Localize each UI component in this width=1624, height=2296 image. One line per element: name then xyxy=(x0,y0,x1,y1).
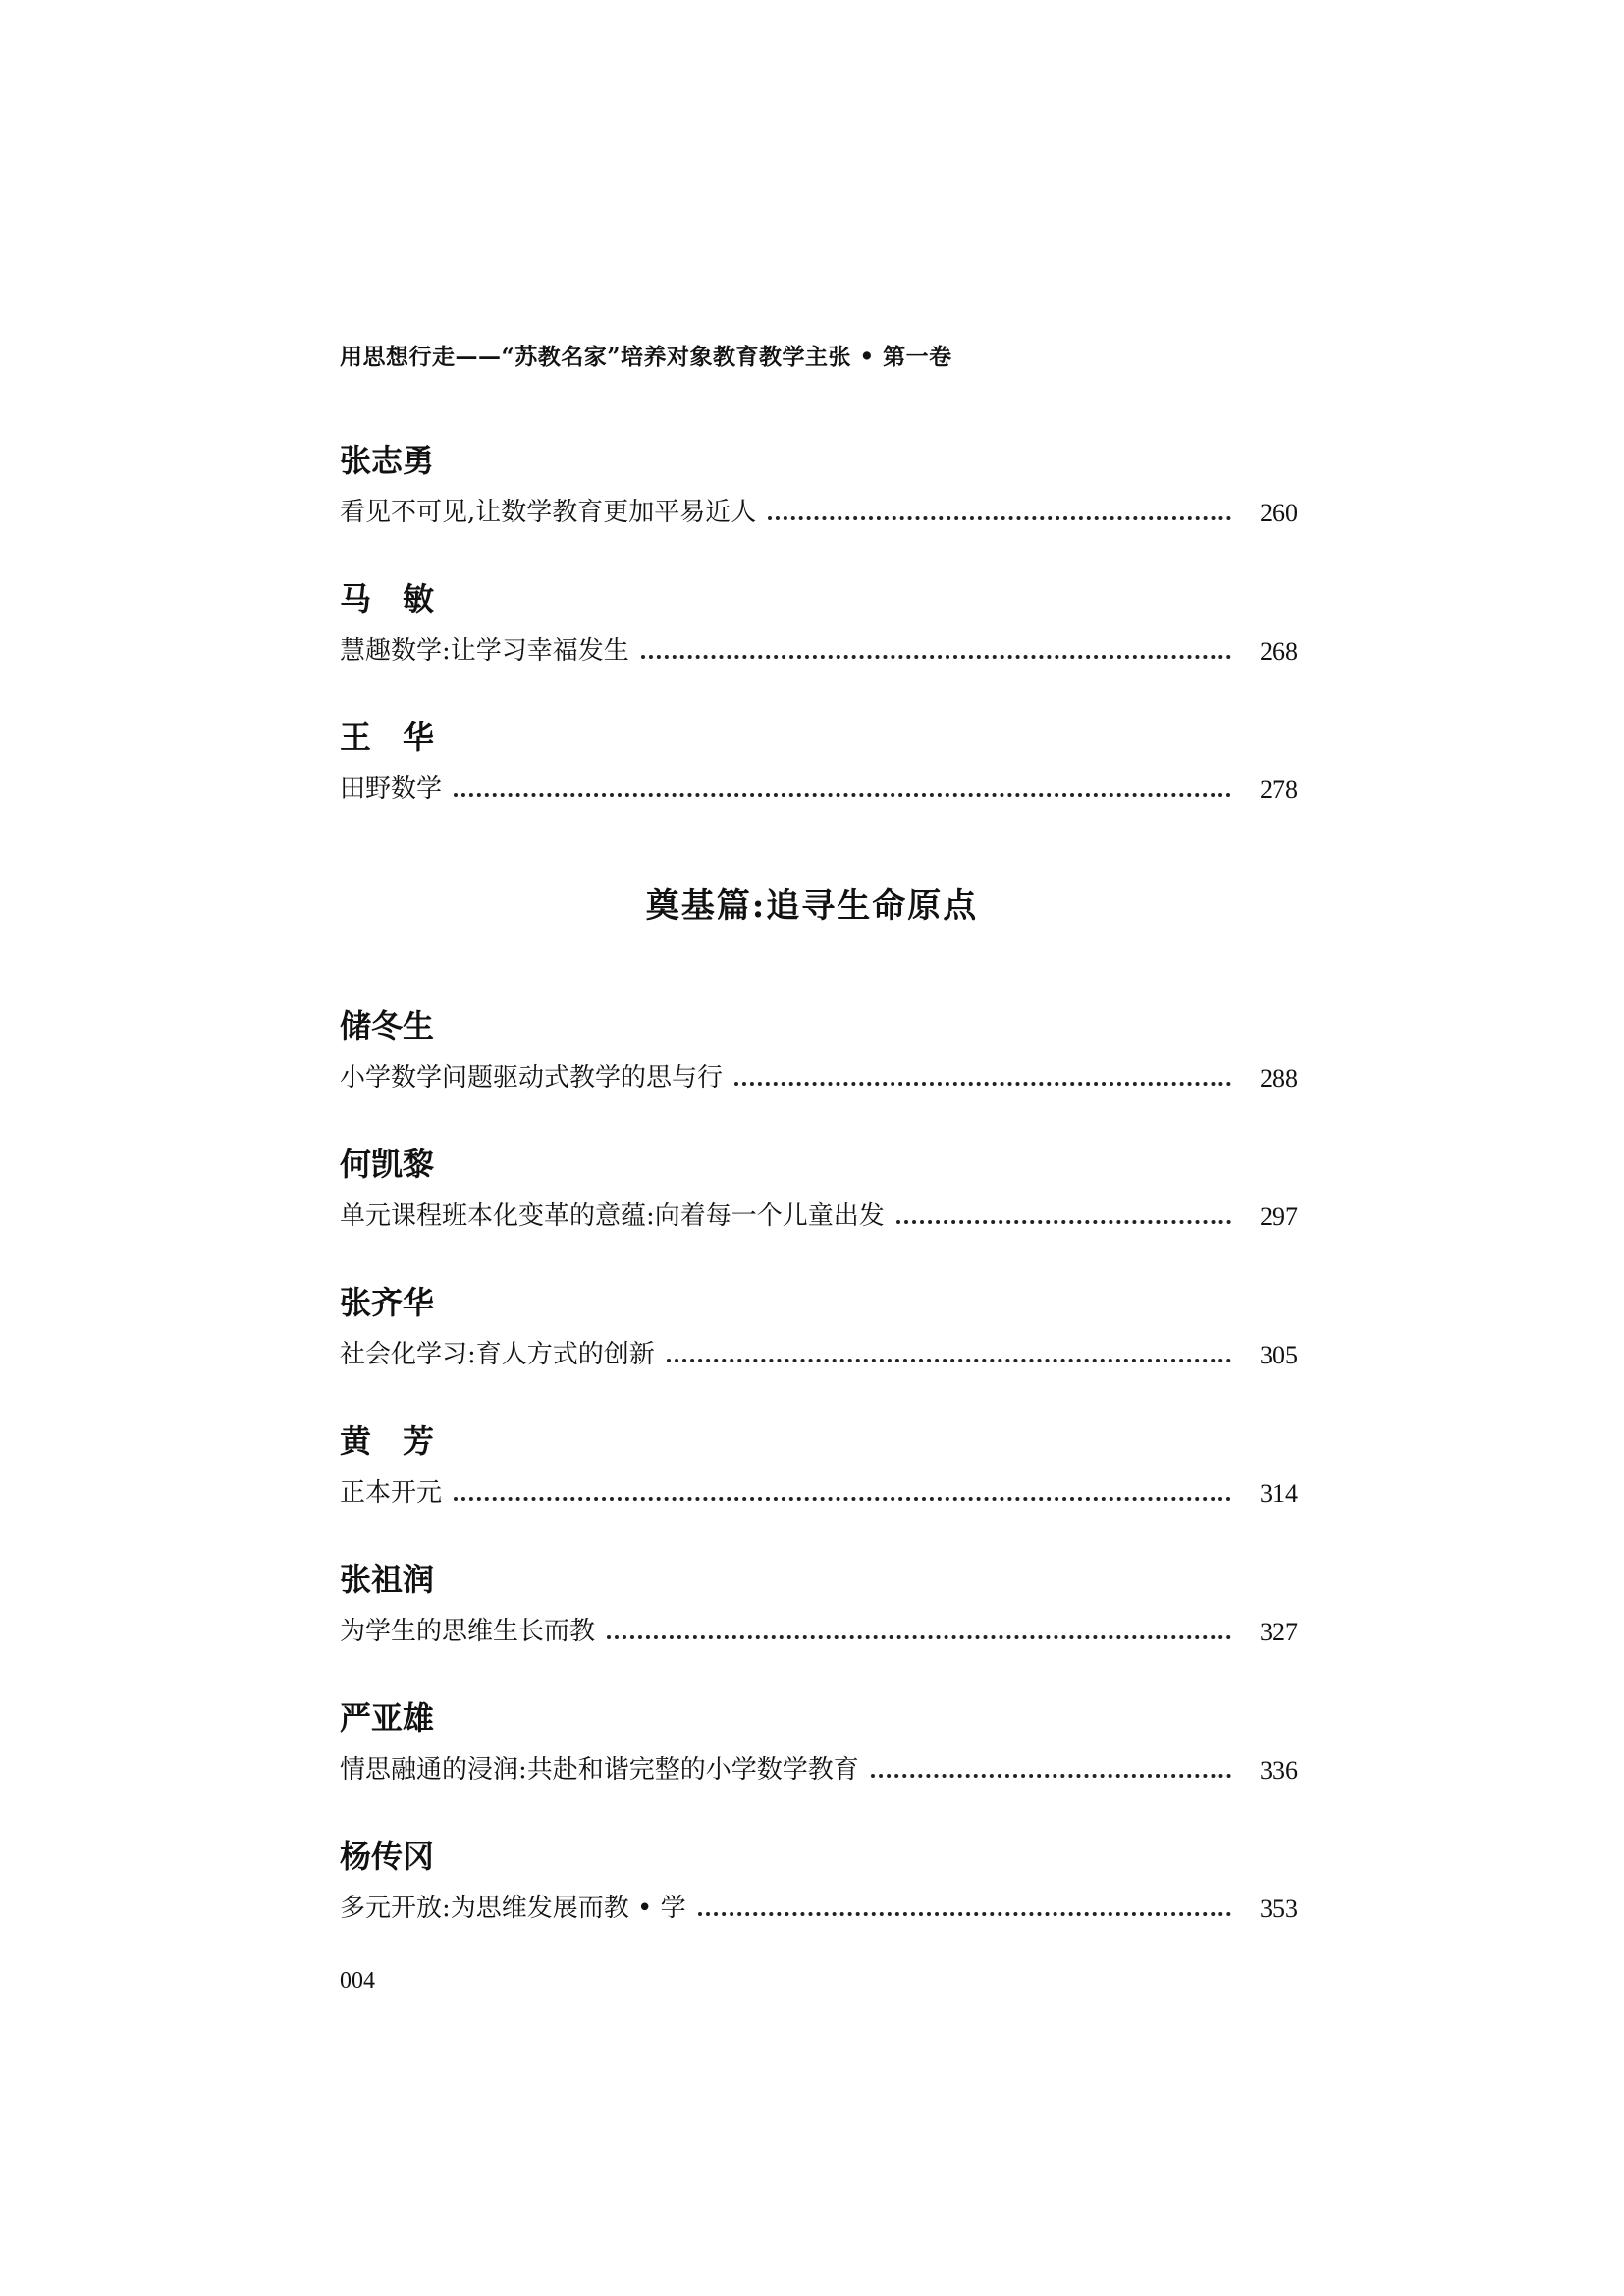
toc-entry[interactable] xyxy=(340,1197,1298,1232)
entry-title: 看见不可见,让数学教育更加平易近人 xyxy=(340,498,757,527)
entry-title: 田野数学 xyxy=(340,774,443,804)
entry-title: 为学生的思维生长而教 xyxy=(340,1617,596,1646)
toc-entry[interactable] xyxy=(340,631,1298,667)
author-name: 杨传冈 xyxy=(340,1838,435,1875)
toc-entry[interactable] xyxy=(340,1889,1298,1924)
author-name: 严亚雄 xyxy=(340,1699,435,1736)
page-folio: 004 xyxy=(340,1968,375,1994)
entry-title: 慧趣数学:让学习幸福发生 xyxy=(340,636,629,666)
entry-page-number: 336 xyxy=(1260,1756,1298,1785)
toc-entry[interactable] xyxy=(340,1335,1298,1370)
entry-page-number: 278 xyxy=(1260,775,1298,804)
author-name: 何凯黎 xyxy=(340,1146,435,1183)
entry-title: 情思融通的浸润:共赴和谐完整的小学数学教育 xyxy=(340,1755,859,1785)
entry-title: 多元开放:为思维发展而教 • 学 xyxy=(340,1894,686,1923)
entry-page-number: 327 xyxy=(1260,1618,1298,1646)
dot-leader xyxy=(454,793,1231,797)
entry-page-number: 268 xyxy=(1260,637,1298,666)
dot-leader xyxy=(667,1359,1231,1362)
entry-page-number: 305 xyxy=(1260,1341,1298,1369)
section-title: 奠基篇:追寻生命原点 xyxy=(645,886,979,926)
author-name: 储冬生 xyxy=(340,1007,435,1044)
dot-leader xyxy=(698,1912,1231,1916)
dot-leader xyxy=(871,1774,1231,1778)
author-name: 张志勇 xyxy=(340,442,435,479)
dot-leader xyxy=(454,1497,1231,1501)
dot-leader xyxy=(768,516,1231,520)
toc-entry[interactable] xyxy=(340,1473,1298,1509)
author-name: 王 华 xyxy=(340,719,435,756)
toc-entry[interactable] xyxy=(340,1750,1298,1786)
dot-leader xyxy=(896,1220,1231,1224)
dot-leader xyxy=(641,655,1231,659)
entry-page-number: 288 xyxy=(1260,1064,1298,1093)
author-name: 张祖润 xyxy=(340,1561,435,1598)
entry-title: 单元课程班本化变革的意蕴:向着每一个儿童出发 xyxy=(340,1201,885,1231)
entry-title: 正本开元 xyxy=(340,1478,443,1508)
entry-page-number: 297 xyxy=(1260,1202,1298,1231)
author-name: 马 敏 xyxy=(340,580,435,617)
author-name: 黄 芳 xyxy=(340,1422,435,1460)
entry-page-number: 353 xyxy=(1260,1895,1298,1923)
entry-title: 小学数学问题驱动式教学的思与行 xyxy=(340,1063,724,1093)
author-name: 张齐华 xyxy=(340,1284,435,1321)
toc-entry[interactable] xyxy=(340,493,1298,528)
running-header: 用思想行走——“苏教名家”培养对象教育教学主张 • 第一卷 xyxy=(340,344,952,370)
toc-entry[interactable] xyxy=(340,1612,1298,1647)
toc-entry[interactable] xyxy=(340,1058,1298,1094)
entry-title: 社会化学习:育人方式的创新 xyxy=(340,1340,655,1369)
entry-page-number: 314 xyxy=(1260,1479,1298,1508)
dot-leader xyxy=(607,1635,1231,1639)
dot-leader xyxy=(734,1082,1231,1086)
entry-page-number: 260 xyxy=(1260,499,1298,527)
toc-entry[interactable] xyxy=(340,770,1298,805)
